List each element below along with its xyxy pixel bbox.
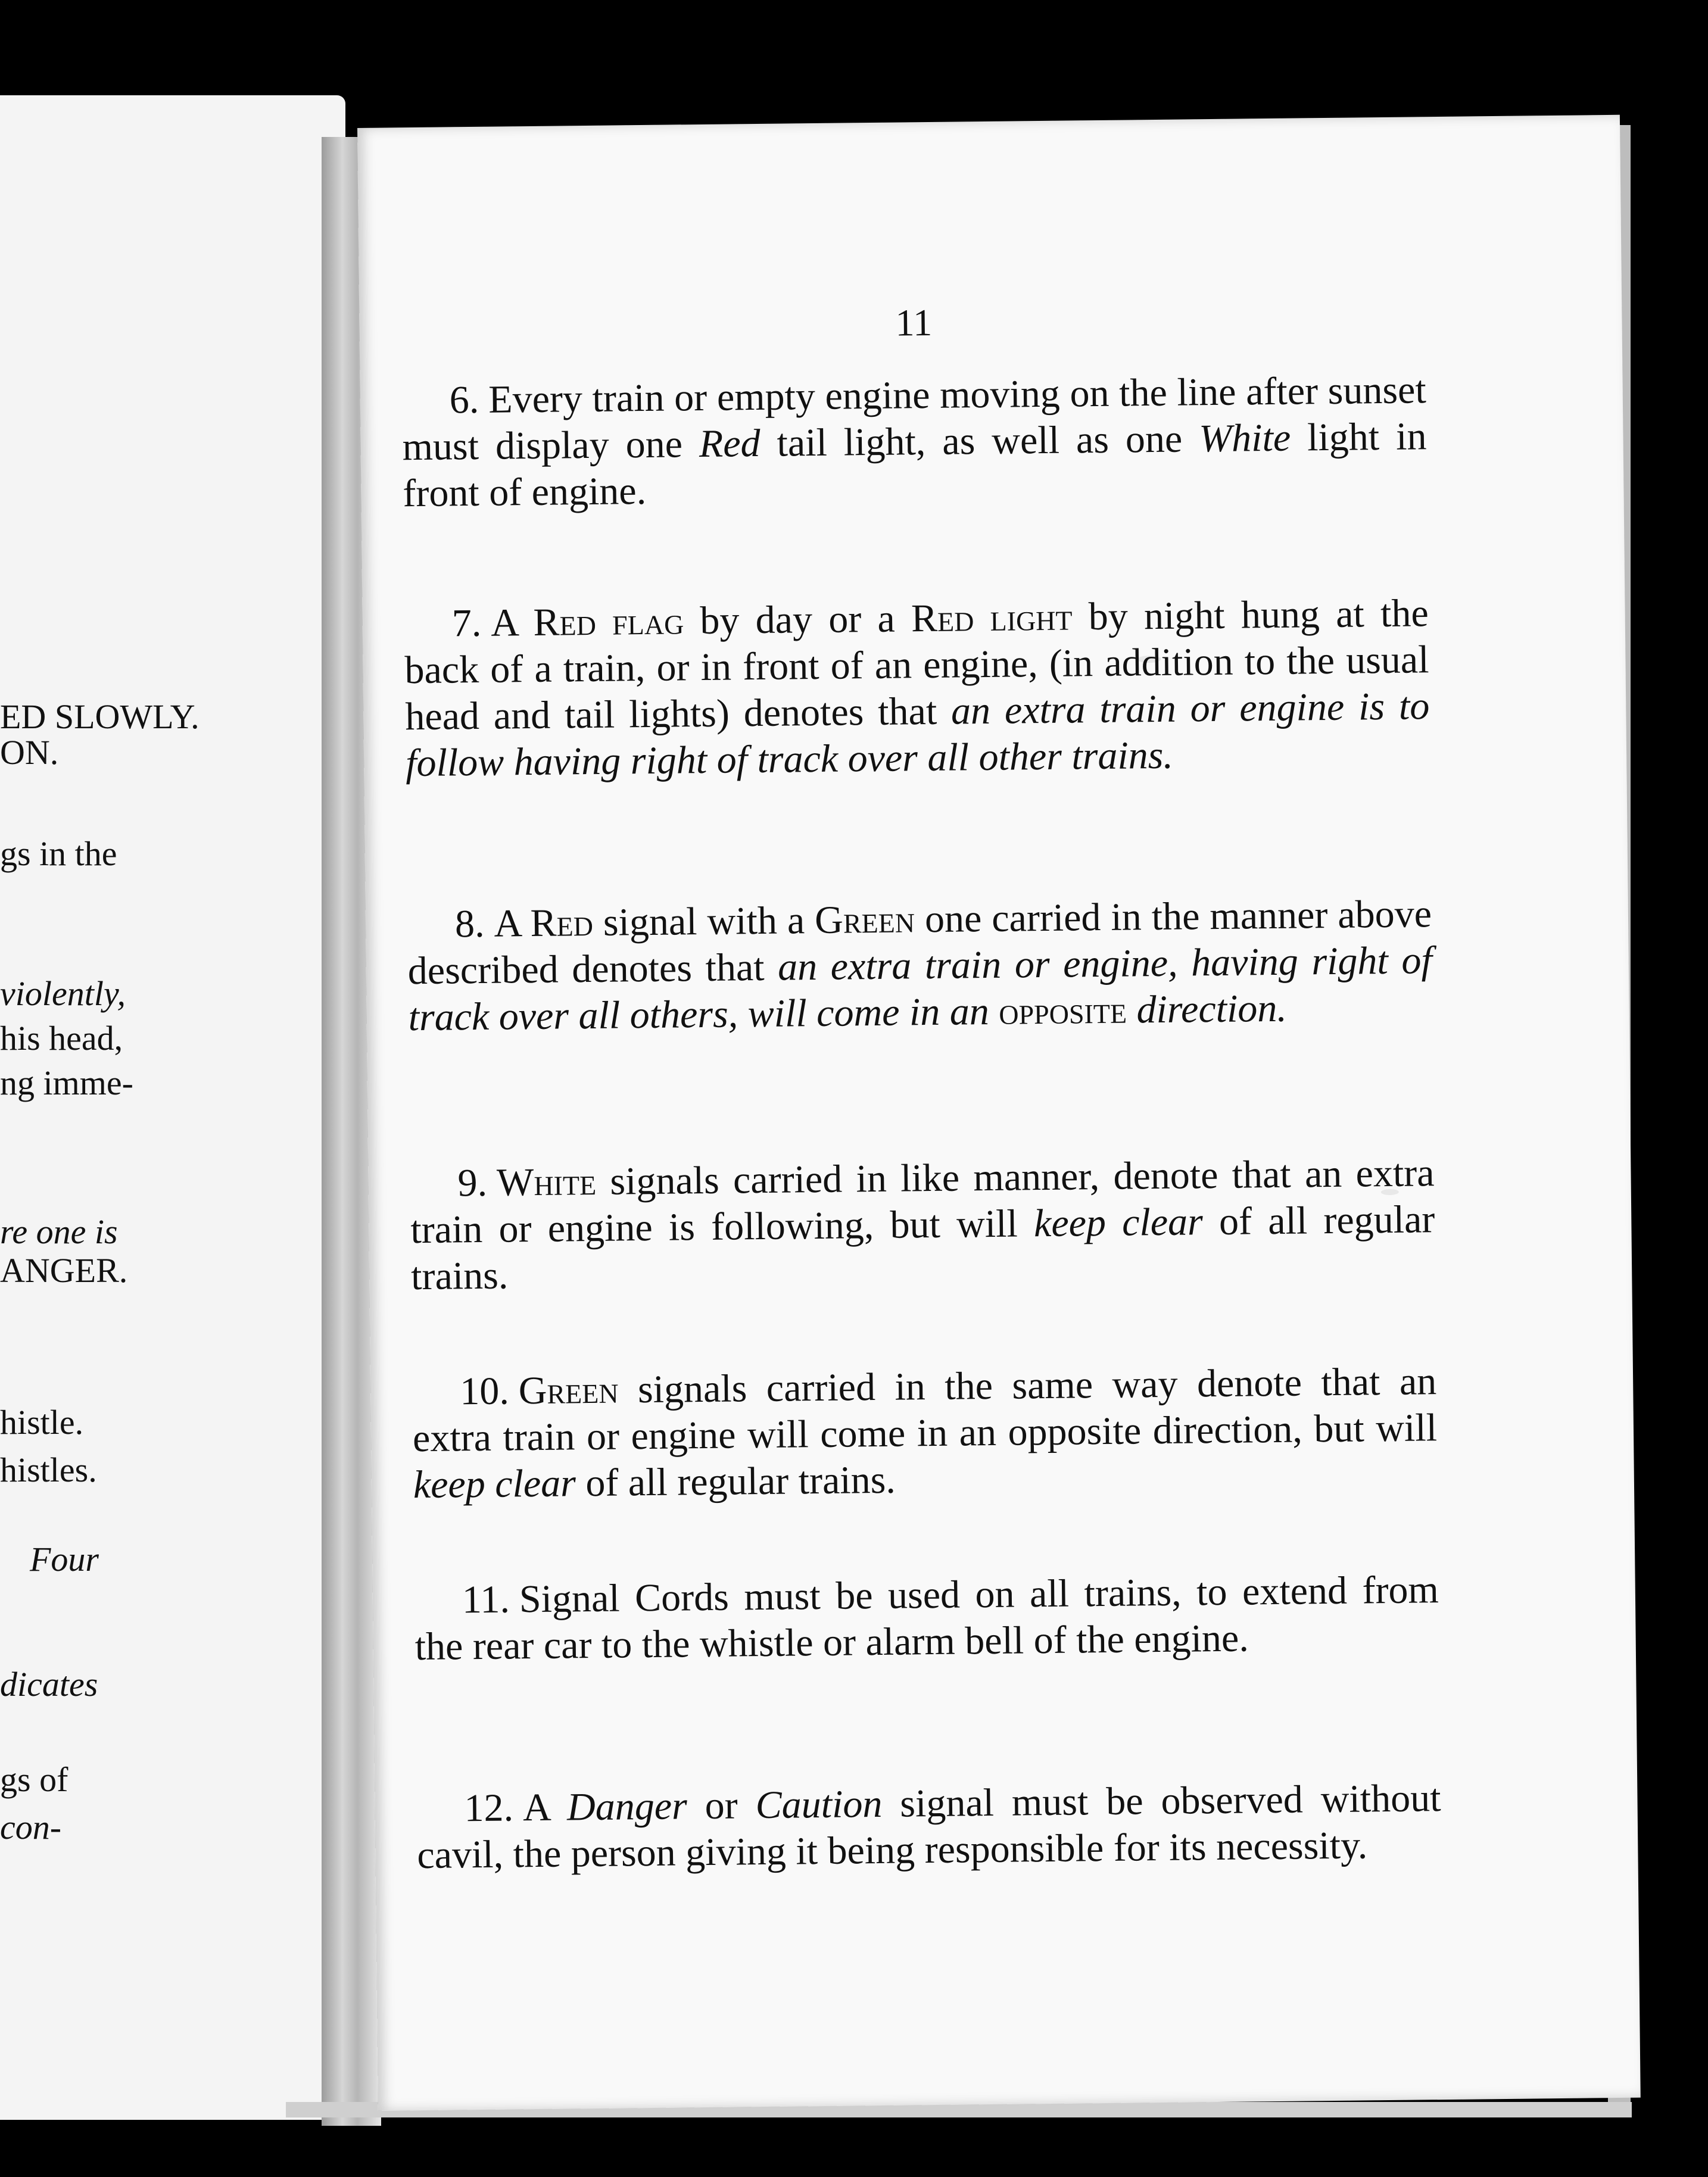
- rule-paragraph: [412, 1358, 1438, 1508]
- rule-paragraph: [401, 367, 1427, 517]
- rule-text: signal with a: [593, 899, 815, 944]
- left-fragment: ng imme-: [0, 1063, 133, 1102]
- rule-text: one carried in the manner above described denotes that: [407, 892, 1432, 993]
- rule-paragraph: [407, 891, 1433, 1041]
- rule-text: Every train or empty engine moving on the line after sunset must display one: [402, 368, 1427, 469]
- rule-number: 12.: [464, 1786, 514, 1830]
- left-fragment: histles.: [0, 1451, 97, 1489]
- rule-text: Green: [814, 897, 915, 943]
- rule-text: signals carried in the same way denote that an extra train or engine will come in an opposite direction, but will: [412, 1359, 1438, 1461]
- rule-text: Red light: [911, 595, 1073, 641]
- left-fragment: his head,: [0, 1019, 123, 1058]
- rule-text: tail light, as well as one: [760, 417, 1199, 465]
- rule-text: an extra train or engine, having right of track over all others, will come in an: [408, 938, 1433, 1040]
- left-page: [0, 95, 345, 2120]
- rule-text: opposite: [998, 988, 1127, 1033]
- rule-text: Red: [699, 421, 761, 466]
- rule-paragraph: [410, 1150, 1435, 1300]
- rule-paragraph: [414, 1567, 1439, 1670]
- left-fragment: violently,: [0, 974, 126, 1013]
- rule-paragraph: [416, 1775, 1442, 1879]
- left-fragment: gs in the: [0, 834, 117, 873]
- right-page: [357, 115, 1641, 2111]
- rule-paragraph: [404, 590, 1430, 787]
- rule-text: direction.: [1126, 986, 1288, 1032]
- left-fragment: dicates: [0, 1665, 98, 1704]
- rule-text: Caution: [755, 1782, 883, 1827]
- rule-number: 8.: [454, 902, 485, 946]
- rule-text: A: [522, 1785, 568, 1830]
- rule-text: signal must be observed without cavil, the person giving it being responsible for its necessity.: [416, 1776, 1441, 1877]
- rule-text: White: [1198, 416, 1291, 461]
- rule-text: keep clear: [413, 1461, 576, 1507]
- rule-text: of all regular trains.: [410, 1197, 1435, 1299]
- rule-text: White: [496, 1159, 597, 1205]
- left-fragment: gs of: [0, 1760, 68, 1799]
- rule-text: Signal Cords must be used on all trains, to extend from the rear car to the whistle or alarm bell of the engine.: [414, 1568, 1439, 1669]
- left-fragment: con-: [0, 1808, 62, 1847]
- rule-number: 11.: [462, 1577, 510, 1622]
- left-fragment: Four: [30, 1540, 99, 1579]
- rule-number: 9.: [457, 1161, 488, 1205]
- rule-number: 7.: [451, 601, 482, 645]
- rule-text: light in front of engine.: [403, 414, 1427, 516]
- rule-text: Red: [530, 900, 594, 946]
- left-fragment: ED SLOWLY.: [0, 697, 200, 736]
- rule-text: Danger: [566, 1784, 688, 1829]
- rule-text: A: [490, 600, 534, 645]
- rule-text: A: [494, 902, 531, 946]
- rule-number: 10.: [459, 1369, 510, 1414]
- rule-text: by day or a: [683, 597, 912, 643]
- rule-text: signals carried in like manner, denote that an extra train or engine is following, but will: [410, 1151, 1435, 1252]
- rule-text: an extra train or engine is to follow having right of track over all other trains.: [405, 684, 1430, 785]
- rule-text: or: [687, 1783, 756, 1828]
- page-number: 11: [895, 301, 933, 344]
- rule-text: of all regular trains.: [575, 1458, 896, 1505]
- left-fragment: histle.: [0, 1403, 84, 1442]
- rule-text: Red flag: [533, 599, 684, 644]
- rule-text: by night hung at the back of a train, or in front of an engine, (in addition to the usual head and tail lights) denotes that: [404, 591, 1429, 739]
- rule-number: 6.: [449, 378, 479, 422]
- rule-text: Green: [518, 1368, 619, 1413]
- left-fragment: re one is: [0, 1212, 118, 1251]
- left-fragment: ANGER.: [0, 1251, 128, 1290]
- rule-text: keep clear: [1033, 1200, 1204, 1246]
- left-fragment: ON.: [0, 733, 59, 772]
